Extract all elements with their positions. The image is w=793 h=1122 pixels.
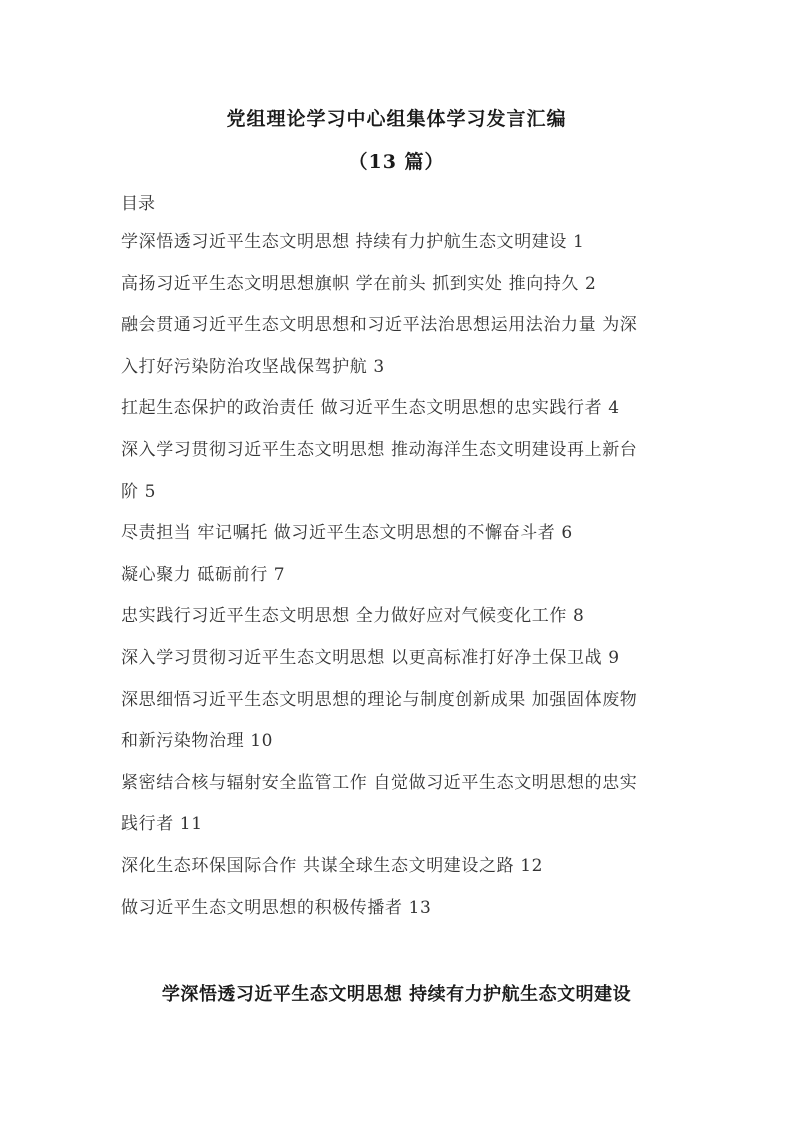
- toc-line: 深入学习贯彻习近平生态文明思想 以更高标准打好净土保卫战 9: [121, 647, 620, 668]
- toc-line: 做习近平生态文明思想的积极传播者 13: [121, 897, 432, 918]
- toc-line: 紧密结合核与辐射安全监管工作 自觉做习近平生态文明思想的忠实: [121, 772, 638, 793]
- section-title: 学深悟透习近平生态文明思想 持续有力护航生态文明建设: [161, 984, 632, 1005]
- toc-line: 和新污染物治理 10: [121, 731, 274, 752]
- toc-line: 深化生态环保国际合作 共谋全球生态文明建设之路 12: [121, 855, 544, 876]
- document-subtitle: （13 篇）: [348, 151, 445, 173]
- document-title: 党组理论学习中心组集体学习发言汇编: [226, 108, 567, 130]
- toc-line: 深入学习贯彻习近平生态文明思想 推动海洋生态文明建设再上新台: [121, 439, 638, 460]
- toc-line: 阶 5: [121, 481, 157, 502]
- toc-line: 入打好污染防治攻坚战保驾护航 3: [121, 356, 385, 377]
- toc-line: 践行者 11: [121, 814, 203, 835]
- toc-line: 深思细悟习近平生态文明思想的理论与制度创新成果 加强固体废物: [121, 689, 638, 710]
- toc-line: 凝心聚力 砥砺前行 7: [121, 564, 286, 585]
- toc-heading: 目录: [121, 194, 155, 214]
- toc-line: 扛起生态保护的政治责任 做习近平生态文明思想的忠实践行者 4: [121, 398, 620, 419]
- toc-line: 尽责担当 牢记嘱托 做习近平生态文明思想的不懈奋斗者 6: [121, 523, 573, 544]
- table-of-contents: [121, 230, 681, 937]
- toc-line: 高扬习近平生态文明思想旗帜 学在前头 抓到实处 推向持久 2: [121, 273, 597, 294]
- toc-line: 融会贯通习近平生态文明思想和习近平法治思想运用法治力量 为深: [121, 315, 638, 336]
- toc-line: 学深悟透习近平生态文明思想 持续有力护航生态文明建设 1: [121, 232, 585, 252]
- toc-line: 忠实践行习近平生态文明思想 全力做好应对气候变化工作 8: [121, 606, 585, 627]
